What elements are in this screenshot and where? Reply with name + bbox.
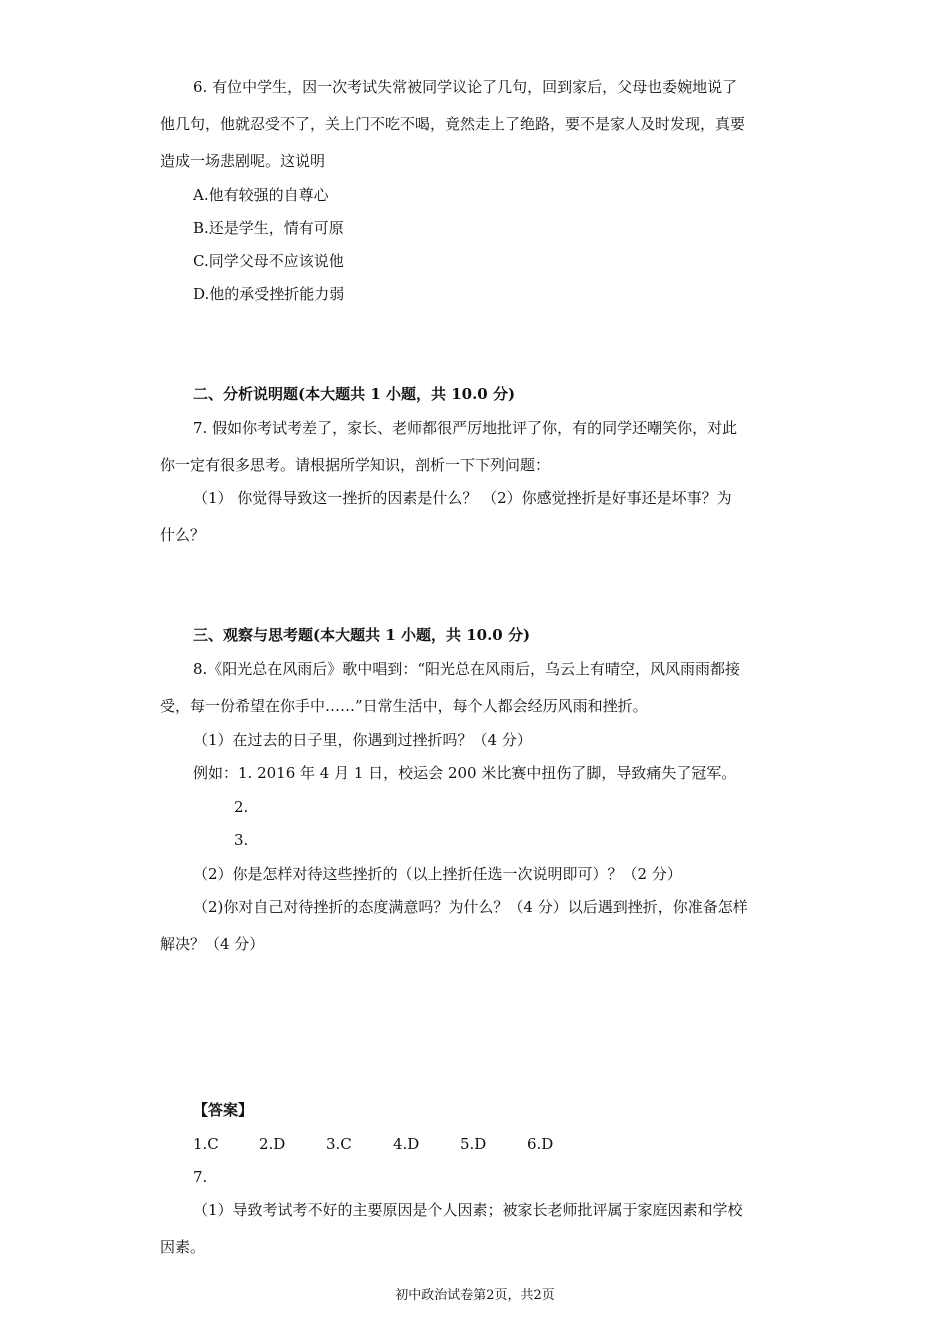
q6-option-a: A.他有较强的自尊心 — [193, 186, 329, 204]
q6-option-b: B.还是学生，情有可原 — [193, 219, 344, 237]
q8-part-3-line-2: 解决？（4 分） — [160, 935, 265, 953]
answer-7-line-1: （1）导致考试考不好的主要原因是个人因素；被家长老师批评属于家庭因素和学校 — [193, 1201, 743, 1219]
q6-option-d: D.他的承受挫折能力弱 — [193, 285, 345, 303]
answer-7-label: 7. — [193, 1168, 208, 1186]
section3-heading: 三、观察与思考题(本大题共 1 小题，共 10.0 分) — [193, 626, 531, 644]
q6-stem-line-3: 造成一场悲剧呢。这说明 — [160, 152, 326, 170]
q7-stem-line-1: 7. 假如你考试考差了，家长、老师都很严厉地批评了你，有的同学还嘲笑你，对此 — [193, 419, 738, 437]
q8-example-3: 3. — [234, 831, 249, 849]
answer-6: 6.D — [527, 1135, 554, 1153]
q8-stem-line-2: 受，每一份希望在你手中……”日常生活中，每个人都会经历风雨和挫折。 — [160, 697, 648, 715]
q7-subquestions-line-1: （1） 你觉得导致这一挫折的因素是什么？ （2）你感觉挫折是好事还是坏事？为 — [193, 489, 732, 507]
answer-7-line-2: 因素。 — [160, 1238, 206, 1256]
q6-option-c: C.同学父母不应该说他 — [193, 252, 344, 270]
answer-4: 4.D — [393, 1135, 420, 1153]
q8-example-2: 2. — [234, 798, 249, 816]
answer-1: 1.C — [193, 1135, 219, 1153]
answer-3: 3.C — [326, 1135, 352, 1153]
q6-stem-line-1: 6. 有位中学生，因一次考试失常被同学议论了几句，回到家后，父母也委婉地说了 — [193, 78, 738, 96]
q7-subquestions-line-2: 什么？ — [160, 526, 206, 544]
section2-heading: 二、分析说明题(本大题共 1 小题，共 10.0 分) — [193, 385, 516, 403]
answers-choice-row — [193, 1134, 553, 1154]
q7-stem-line-2: 你一定有很多思考。请根据所学知识，剖析一下下列问题： — [160, 456, 551, 474]
q8-part-2: （2）你是怎样对待这些挫折的（以上挫折任选一次说明即可）？（2 分） — [193, 865, 682, 883]
q8-example-1: 例如：1. 2016 年 4 月 1 日，校运会 200 米比赛中扭伤了脚，导致痛失了冠军。 — [193, 764, 737, 782]
answers-heading: 【答案】 — [193, 1101, 254, 1119]
answer-5: 5.D — [460, 1135, 487, 1153]
q8-part-1: （1）在过去的日子里，你遇到过挫折吗？（4 分） — [193, 731, 532, 749]
page-footer: 初中政治试卷第2页，共2页 — [395, 1288, 555, 1303]
q8-part-3-line-1: （2)你对自己对待挫折的态度满意吗？为什么？（4 分）以后遇到挫折，你准备怎样 — [193, 898, 748, 916]
answer-2: 2.D — [259, 1135, 286, 1153]
q8-stem-line-1: 8.《阳光总在风雨后》歌中唱到：“阳光总在风雨后，乌云上有晴空，风风雨雨都接 — [193, 660, 740, 678]
q6-stem-line-2: 他几句，他就忍受不了，关上门不吃不喝，竟然走上了绝路，要不是家人及时发现，真要 — [160, 115, 746, 133]
